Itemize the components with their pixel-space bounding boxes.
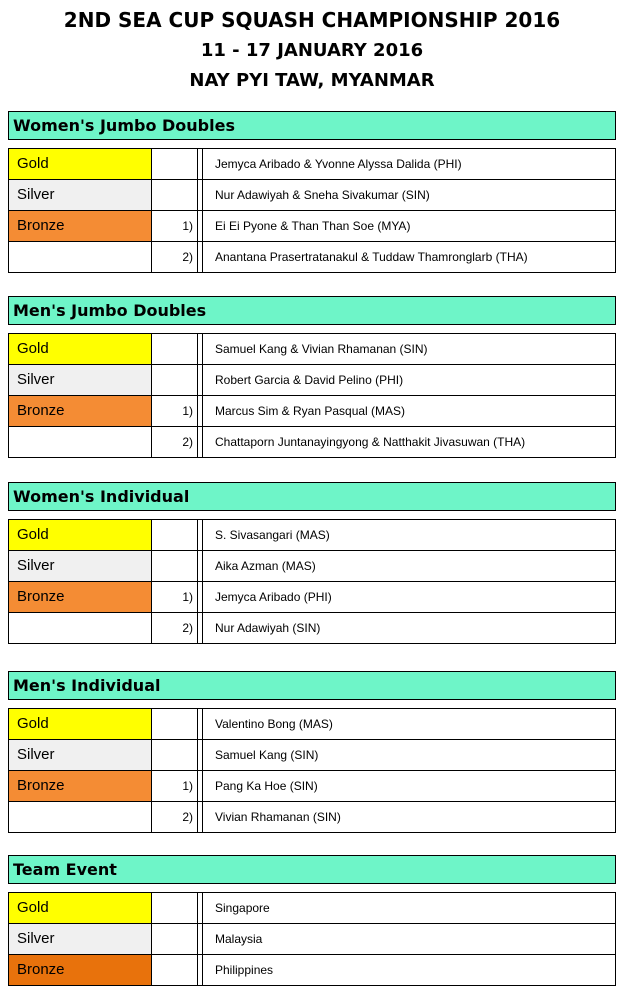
rank-cell [152, 924, 198, 954]
results-table [8, 333, 616, 458]
rank-cell [152, 149, 198, 179]
results-section [8, 111, 616, 273]
medal-cell: Gold [9, 334, 152, 364]
rank-cell [152, 365, 198, 395]
rank-cell: 2) [152, 613, 198, 643]
table-row [9, 364, 615, 395]
table-row [9, 149, 615, 179]
winner-cell: Anantana Prasertratanakul & Tuddaw Thamronglarb (THA) [215, 250, 528, 264]
results-table [8, 708, 616, 833]
medal-cell: Gold [9, 893, 152, 923]
winner-cell: Chattaporn Juntanayingyong & Natthakit Jivasuwan (THA) [215, 435, 526, 449]
medal-cell [9, 802, 152, 832]
winner-cell: Samuel Kang & Vivian Rhamanan (SIN) [215, 342, 428, 356]
page-title: 2ND SEA CUP SQUASH CHAMPIONSHIP 2016 [63, 8, 561, 32]
rank-cell: 2) [152, 802, 198, 832]
medal-cell: Bronze [9, 771, 152, 801]
table-row [9, 334, 615, 364]
medal-cell: Silver [9, 180, 152, 210]
table-row [9, 581, 615, 612]
medal-cell: Silver [9, 740, 152, 770]
table-row [9, 893, 615, 923]
table-row [9, 395, 615, 426]
winner-cell: Nur Adawiyah & Sneha Sivakumar (SIN) [215, 188, 430, 202]
medal-cell: Gold [9, 149, 152, 179]
table-row [9, 550, 615, 581]
medal-cell: Silver [9, 924, 152, 954]
section-header: Women's Individual [8, 482, 616, 511]
section-header: Men's Jumbo Doubles [8, 296, 616, 325]
medal-cell: Gold [9, 709, 152, 739]
table-row [9, 770, 615, 801]
rank-cell [152, 893, 198, 923]
results-table [8, 148, 616, 273]
winner-cell: Ei Ei Pyone & Than Than Soe (MYA) [215, 219, 411, 233]
table-row [9, 612, 615, 643]
rank-cell: 1) [152, 771, 198, 801]
results-section [8, 296, 616, 458]
section-header: Women's Jumbo Doubles [8, 111, 616, 140]
section-header: Men's Individual [8, 671, 616, 700]
rank-cell: 1) [152, 396, 198, 426]
medal-cell: Bronze [9, 582, 152, 612]
medal-cell: Bronze [9, 396, 152, 426]
winner-cell: Nur Adawiyah (SIN) [215, 621, 321, 635]
medal-cell: Bronze [9, 955, 152, 985]
table-row [9, 709, 615, 739]
winner-cell: S. Sivasangari (MAS) [215, 528, 330, 542]
table-row [9, 210, 615, 241]
table-row [9, 241, 615, 272]
section-header: Team Event [8, 855, 616, 884]
winner-cell: Robert Garcia & David Pelino (PHI) [215, 373, 404, 387]
rank-cell [152, 955, 198, 985]
rank-cell [152, 520, 198, 550]
winner-cell: Singapore [215, 901, 270, 915]
rank-cell [152, 180, 198, 210]
rank-cell [152, 551, 198, 581]
winner-cell: Marcus Sim & Ryan Pasqual (MAS) [215, 404, 406, 418]
results-section [8, 482, 616, 644]
event-location: NAY PYI TAW, MYANMAR [189, 70, 435, 91]
rank-cell: 1) [152, 211, 198, 241]
results-section [8, 855, 616, 986]
rank-cell: 2) [152, 427, 198, 457]
table-row [9, 739, 615, 770]
rank-cell [152, 740, 198, 770]
results-table [8, 892, 616, 986]
winner-cell: Samuel Kang (SIN) [215, 748, 319, 762]
table-row [9, 426, 615, 457]
medal-cell: Silver [9, 365, 152, 395]
results-table [8, 519, 616, 644]
winner-cell: Vivian Rhamanan (SIN) [215, 810, 341, 824]
table-row [9, 520, 615, 550]
table-row [9, 954, 615, 985]
winner-cell: Jemyca Aribado & Yvonne Alyssa Dalida (PHI) [215, 157, 462, 171]
winner-cell: Philippines [215, 963, 274, 977]
winner-cell: Jemyca Aribado (PHI) [215, 590, 332, 604]
rank-cell: 2) [152, 242, 198, 272]
medal-cell [9, 427, 152, 457]
medal-cell: Silver [9, 551, 152, 581]
table-row [9, 179, 615, 210]
winner-cell: Aika Azman (MAS) [215, 559, 316, 573]
winner-cell: Malaysia [215, 932, 263, 946]
rank-cell: 1) [152, 582, 198, 612]
event-dates: 11 - 17 JANUARY 2016 [200, 40, 424, 61]
medal-cell [9, 613, 152, 643]
medal-cell: Gold [9, 520, 152, 550]
medal-cell: Bronze [9, 211, 152, 241]
rank-cell [152, 334, 198, 364]
winner-cell: Valentino Bong (MAS) [215, 717, 333, 731]
table-row [9, 801, 615, 832]
winner-cell: Pang Ka Hoe (SIN) [215, 779, 318, 793]
medal-cell [9, 242, 152, 272]
results-section [8, 671, 616, 833]
table-row [9, 923, 615, 954]
rank-cell [152, 709, 198, 739]
